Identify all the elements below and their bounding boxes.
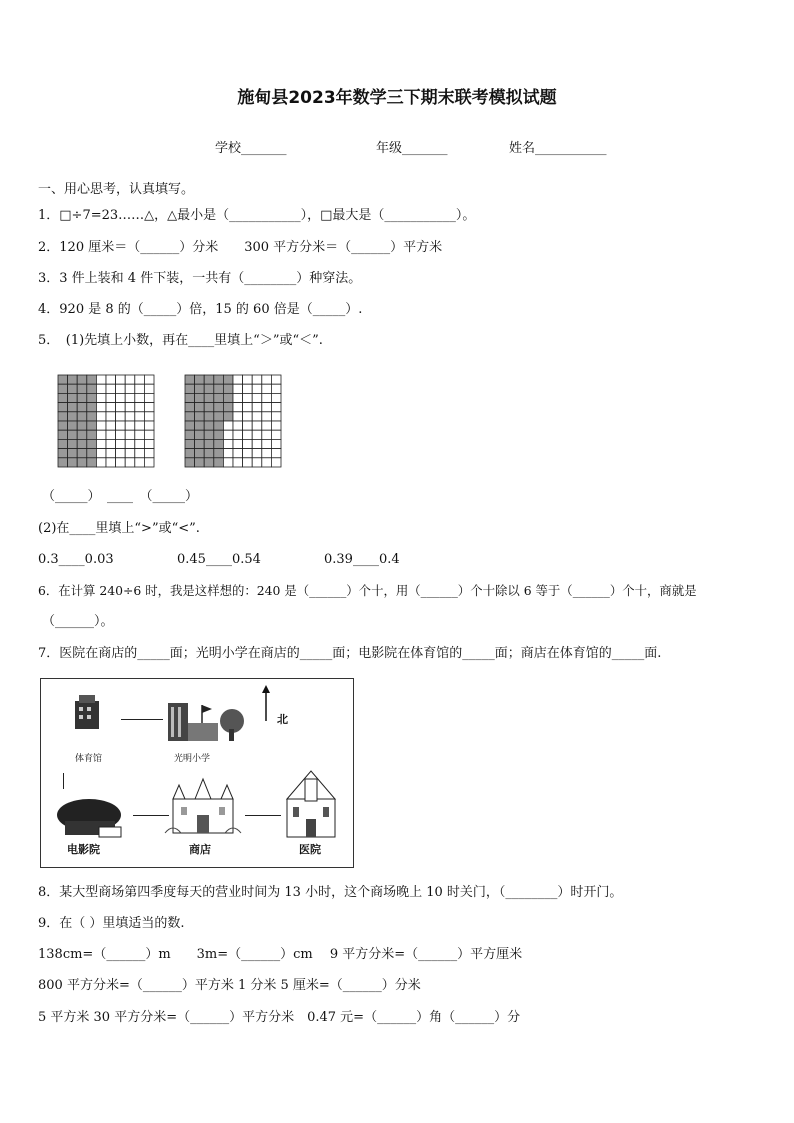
grid-cell: [223, 430, 233, 439]
grid-cell-shaded: [68, 393, 78, 402]
grid-cell-shaded: [195, 393, 205, 402]
grid-cell: [144, 393, 154, 402]
grid-cell: [144, 412, 154, 421]
grid-cell: [233, 439, 243, 448]
grid-cell: [233, 412, 243, 421]
hospital-icon: [281, 765, 341, 839]
grid-cell: [135, 421, 145, 430]
grid-cell: [116, 449, 126, 458]
grid-cell: [271, 384, 281, 393]
grid-cell: [116, 384, 126, 393]
grid-cell-shaded: [68, 449, 78, 458]
grid-cell: [243, 384, 253, 393]
grid-cell-shaded: [223, 403, 233, 412]
hospital-label: 医院: [299, 843, 321, 856]
grid-cell-shaded: [68, 384, 78, 393]
grid-cell-shaded: [204, 384, 214, 393]
grid-cell: [243, 393, 253, 402]
grid-cell: [271, 393, 281, 402]
grid-cell-shaded: [195, 449, 205, 458]
grid-cell-shaded: [77, 458, 87, 467]
grid-cell: [233, 393, 243, 402]
compare-a: 0.3____0.03: [38, 552, 114, 567]
grid-cell: [271, 412, 281, 421]
grid-cell-shaded: [195, 412, 205, 421]
north-arrow-icon: [261, 685, 271, 723]
grid-cell-shaded: [58, 412, 68, 421]
grid-cell: [135, 412, 145, 421]
grid-cell-shaded: [87, 403, 97, 412]
grid-cell-shaded: [204, 421, 214, 430]
grid-cell: [271, 421, 281, 430]
grid-cell: [271, 449, 281, 458]
grid-cell: [106, 421, 116, 430]
grid-cell-shaded: [214, 449, 224, 458]
grid-cell: [223, 421, 233, 430]
grid-cell: [233, 375, 243, 384]
question-5-part2: (2)在____里填上“>”或“<”.: [38, 521, 200, 536]
grid-cell: [252, 430, 262, 439]
grid-cell: [144, 421, 154, 430]
compare-c: 0.39____0.4: [324, 552, 400, 567]
grid-cell: [243, 403, 253, 412]
grid-cell-shaded: [68, 375, 78, 384]
grid-cell-shaded: [195, 430, 205, 439]
grid-cell-shaded: [223, 375, 233, 384]
question-9-line2: 800 平方分米=（______）平方米 1 分米 5 厘米=（______）分米: [38, 978, 421, 993]
grid-cell: [106, 375, 116, 384]
grade-field: 年级_______: [376, 141, 448, 156]
cinema-label: 电影院: [67, 843, 100, 856]
grid-cell: [135, 430, 145, 439]
grid-cell: [106, 403, 116, 412]
grid-cell: [96, 412, 106, 421]
map-line: [121, 719, 163, 720]
question-3: 3．3 件上装和 4 件下装，一共有（________）种穿法。: [38, 271, 362, 286]
grid-cell: [116, 375, 126, 384]
grid-cell: [135, 403, 145, 412]
grid-cell: [135, 384, 145, 393]
grid-cell-shaded: [185, 384, 195, 393]
grid-cell: [125, 421, 135, 430]
grid-cell: [125, 384, 135, 393]
question-4: 4．920 是 8 的（_____）倍，15 的 60 倍是（_____）.: [38, 302, 363, 317]
decimal-grid-right: [184, 374, 282, 468]
grid-cell-shaded: [185, 412, 195, 421]
grid-cell-shaded: [77, 421, 87, 430]
grid-cell-shaded: [195, 421, 205, 430]
grid-cell-shaded: [58, 384, 68, 393]
question-9-line3: 5 平方米 30 平方分米=（______）平方分米 0.47 元=（______）角（______）分: [38, 1010, 521, 1025]
grid-cell: [262, 421, 272, 430]
question-9-line1: 138cm=（______）m 3m=（______）cm 9 平方分米=（______）平方厘米: [38, 947, 523, 962]
page-title: 施甸县2023年数学三下期末联考模拟试题: [237, 88, 557, 108]
grid-cell: [271, 403, 281, 412]
grid-cell-shaded: [68, 421, 78, 430]
grid-cell-shaded: [204, 430, 214, 439]
grid-cell-shaded: [195, 458, 205, 467]
grid-cell-shaded: [68, 412, 78, 421]
store-icon: [163, 775, 243, 837]
grid-cell-shaded: [195, 403, 205, 412]
grid-cell: [252, 439, 262, 448]
question-8: 8．某大型商场第四季度每天的营业时间为 13 小时，这个商场晚上 10 时关门，（________）时开门。: [38, 885, 623, 900]
grid-cell: [262, 375, 272, 384]
grid-cell: [223, 458, 233, 467]
grid-cell: [106, 458, 116, 467]
grid-cell: [223, 449, 233, 458]
grid-cell-shaded: [77, 430, 87, 439]
grid-cell-shaded: [214, 430, 224, 439]
grid-cell: [243, 458, 253, 467]
grid-cell-shaded: [195, 439, 205, 448]
grid-cell: [125, 449, 135, 458]
grid-cell-shaded: [87, 393, 97, 402]
grid-cell: [96, 403, 106, 412]
store-label: 商店: [189, 843, 211, 856]
grid-cell: [135, 439, 145, 448]
grid-cell: [262, 449, 272, 458]
direction-map: [40, 678, 354, 868]
question-9: 9．在（ ）里填适当的数.: [38, 916, 185, 931]
school-field: 学校_______: [215, 141, 287, 156]
grid-cell: [96, 458, 106, 467]
grid-cell: [262, 439, 272, 448]
grid-cell: [116, 403, 126, 412]
grid-cell: [243, 430, 253, 439]
grid-cell: [144, 403, 154, 412]
grid-cell: [233, 403, 243, 412]
grid-cell: [125, 375, 135, 384]
grid-cell-shaded: [58, 375, 68, 384]
grid-cell-shaded: [185, 449, 195, 458]
cinema-icon: [55, 791, 127, 839]
grid-cell: [252, 449, 262, 458]
grid-cell: [252, 384, 262, 393]
grid-cell: [252, 458, 262, 467]
grid-cell: [252, 393, 262, 402]
grid-cell-shaded: [185, 403, 195, 412]
section-heading: 一、用心思考，认真填写。: [38, 182, 195, 197]
question-6-line1: 6．在计算 240÷6 时，我是这样想的：240 是（______）个十，用（______）个十除以 6 等于（______）个十，商就是: [38, 583, 697, 598]
grid-cell: [125, 393, 135, 402]
grid-cell-shaded: [204, 458, 214, 467]
grid-cell: [252, 421, 262, 430]
question-6-line2: （______）。: [42, 614, 114, 629]
map-line: [245, 815, 281, 816]
grid-cell-shaded: [87, 421, 97, 430]
grid-cell-shaded: [204, 375, 214, 384]
grid-cell: [252, 403, 262, 412]
grid-cell: [96, 439, 106, 448]
grid-cell: [125, 439, 135, 448]
grid-cell-shaded: [58, 458, 68, 467]
grid-cell: [106, 393, 116, 402]
grid-cell: [116, 421, 126, 430]
name-field: 姓名___________: [509, 141, 607, 156]
grid-cell-shaded: [58, 393, 68, 402]
grid-cell-shaded: [214, 393, 224, 402]
grid-cell: [96, 449, 106, 458]
grid-cell-shaded: [58, 403, 68, 412]
grid-cell: [243, 449, 253, 458]
grid-cell: [243, 412, 253, 421]
grid-cell-shaded: [68, 458, 78, 467]
grid-cell-shaded: [214, 384, 224, 393]
grid-cell-shaded: [87, 449, 97, 458]
grid-cell: [106, 430, 116, 439]
grid-cell-shaded: [87, 439, 97, 448]
grid-cell-shaded: [77, 449, 87, 458]
grid-cell-shaded: [58, 421, 68, 430]
grid-cell-shaded: [214, 403, 224, 412]
grid-cell: [243, 375, 253, 384]
grid-cell-shaded: [204, 449, 214, 458]
grid-cell: [96, 375, 106, 384]
grid-cell: [116, 393, 126, 402]
grid-cell-shaded: [68, 403, 78, 412]
grid-cell: [116, 430, 126, 439]
grid-cell: [271, 430, 281, 439]
grid-cell-shaded: [214, 439, 224, 448]
grid-cell: [144, 375, 154, 384]
grid-cell-shaded: [77, 439, 87, 448]
grid-cell: [96, 384, 106, 393]
grid-cell-shaded: [87, 458, 97, 467]
grid-cell-shaded: [185, 430, 195, 439]
grid-cell: [271, 375, 281, 384]
grid-cell: [233, 430, 243, 439]
grid-cell: [144, 439, 154, 448]
gym-label: 体育馆: [75, 754, 103, 764]
grid-cell-shaded: [185, 421, 195, 430]
gym-icon: [71, 693, 105, 731]
grid-cell: [116, 458, 126, 467]
question-7: 7．医院在商店的_____面；光明小学在商店的_____面；电影院在体育馆的_____面；商店在体育馆的_____面.: [38, 646, 662, 661]
grid-cell: [116, 439, 126, 448]
grid-cell: [106, 449, 116, 458]
grid-cell: [106, 412, 116, 421]
grid-cell-shaded: [77, 375, 87, 384]
grid-cell: [106, 439, 116, 448]
grid-cell-shaded: [87, 384, 97, 393]
question-5: 5． (1)先填上小数，再在____里填上“＞”或“＜”.: [38, 333, 323, 348]
grid-cell: [262, 412, 272, 421]
grid-cell: [262, 403, 272, 412]
grid-cell: [125, 412, 135, 421]
grid-cell: [125, 458, 135, 467]
grid-cell-shaded: [77, 393, 87, 402]
grid-cell: [262, 430, 272, 439]
grid-cell: [233, 421, 243, 430]
grid-cell-shaded: [77, 384, 87, 393]
grid-cell-shaded: [204, 403, 214, 412]
grid-cell: [135, 458, 145, 467]
grid-cell-shaded: [77, 412, 87, 421]
grid-cell: [135, 393, 145, 402]
grid-cell-shaded: [214, 421, 224, 430]
map-line: [63, 773, 64, 789]
q5-answer-blanks: （_____） ____ （_____）: [42, 489, 199, 504]
grid-cell-shaded: [68, 439, 78, 448]
grid-cell-shaded: [185, 393, 195, 402]
grid-cell: [125, 403, 135, 412]
grid-cell: [144, 430, 154, 439]
decimal-grid-left: [57, 374, 155, 468]
grid-cell-shaded: [214, 458, 224, 467]
grid-cell-shaded: [214, 412, 224, 421]
grid-cell-shaded: [214, 375, 224, 384]
grid-cell-shaded: [185, 375, 195, 384]
question-1: 1．□÷7=23……△，△最小是（___________），□最大是（___________）。: [38, 208, 476, 223]
grid-cell-shaded: [204, 393, 214, 402]
grid-cell: [252, 375, 262, 384]
grid-cell: [125, 430, 135, 439]
grid-cell: [252, 412, 262, 421]
grid-cell: [96, 430, 106, 439]
grid-cell-shaded: [223, 393, 233, 402]
grid-cell: [262, 384, 272, 393]
grid-cell: [144, 449, 154, 458]
grid-cell: [233, 384, 243, 393]
grid-cell: [144, 384, 154, 393]
grid-cell: [243, 439, 253, 448]
grid-cell: [262, 393, 272, 402]
north-label: 北: [277, 713, 288, 726]
grid-cell: [135, 449, 145, 458]
grid-cell-shaded: [223, 412, 233, 421]
grid-cell: [243, 421, 253, 430]
grid-cell-shaded: [77, 403, 87, 412]
grid-cell-shaded: [185, 439, 195, 448]
grid-cell: [233, 449, 243, 458]
grid-cell: [106, 384, 116, 393]
grid-cell-shaded: [87, 412, 97, 421]
grid-cell: [223, 439, 233, 448]
grid-cell: [271, 439, 281, 448]
grid-cell: [262, 458, 272, 467]
grid-cell-shaded: [204, 439, 214, 448]
school-label: 光明小学: [174, 754, 211, 764]
grid-cell-shaded: [195, 384, 205, 393]
grid-cell-shaded: [87, 375, 97, 384]
school-icon: [166, 699, 246, 743]
grid-cell-shaded: [185, 458, 195, 467]
grid-cell-shaded: [68, 430, 78, 439]
grid-cell-shaded: [195, 375, 205, 384]
grid-cell-shaded: [58, 430, 68, 439]
grid-cell: [96, 421, 106, 430]
grid-cell: [233, 458, 243, 467]
grid-cell-shaded: [87, 430, 97, 439]
grid-cell: [96, 393, 106, 402]
grid-cell: [116, 412, 126, 421]
grid-cell: [271, 458, 281, 467]
grid-cell-shaded: [204, 412, 214, 421]
question-2: 2．120 厘米＝（______）分米 300 平方分米＝（______）平方米: [38, 240, 443, 255]
grid-cell: [144, 458, 154, 467]
grid-cell-shaded: [223, 384, 233, 393]
grid-cell: [135, 375, 145, 384]
grid-cell-shaded: [58, 449, 68, 458]
compare-b: 0.45____0.54: [177, 552, 261, 567]
grid-cell-shaded: [58, 439, 68, 448]
